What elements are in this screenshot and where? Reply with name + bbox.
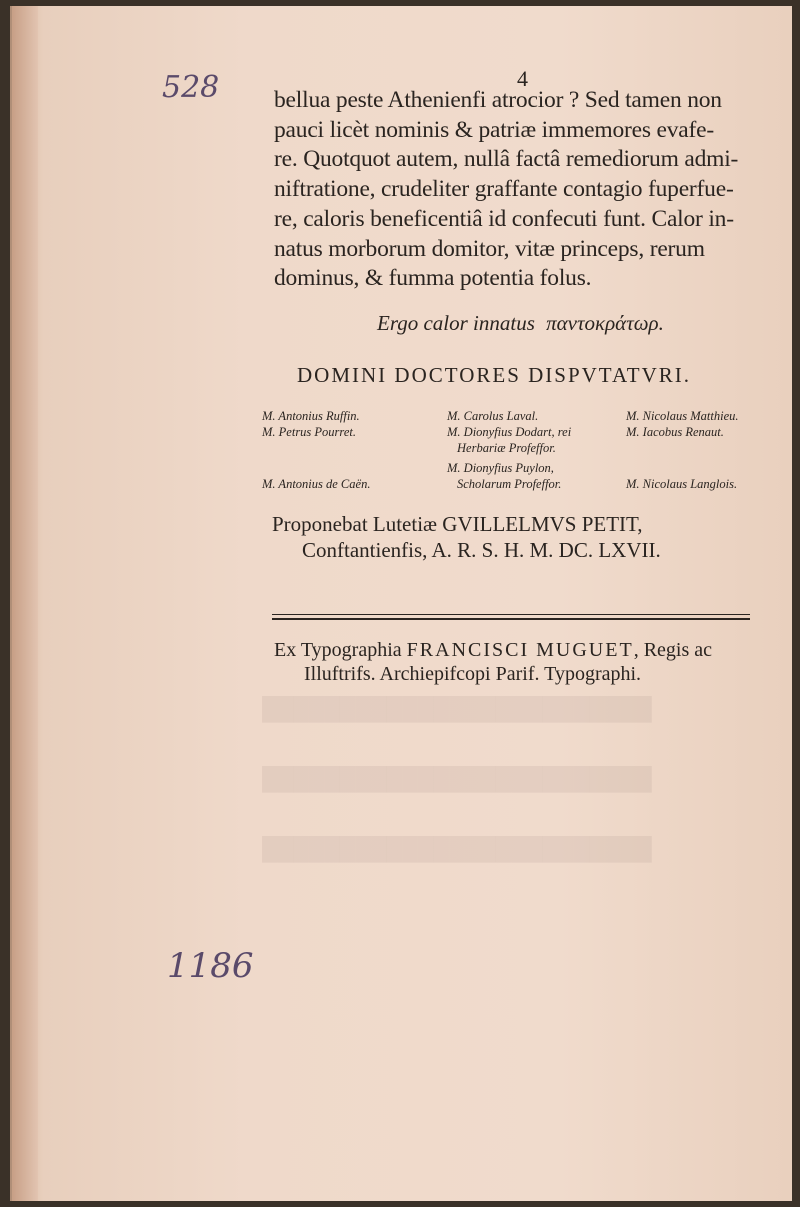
doctors-column-1 xyxy=(262,408,370,492)
conclusion xyxy=(377,311,664,336)
manuscript-number-bottom: 1186 xyxy=(167,946,254,986)
body-paragraph xyxy=(274,86,782,294)
doctor-name: M. Antonius de Caën. xyxy=(262,477,371,491)
show-through-text: █████████████████████████ xyxy=(262,766,652,791)
conclusion-latin: Ergo calor innatus xyxy=(377,311,535,335)
imprint xyxy=(274,638,712,686)
book-page xyxy=(10,6,792,1201)
text-line: niftratione, crudeliter graffante contagio fuperfue- xyxy=(274,176,734,203)
binding-gutter xyxy=(12,6,38,1201)
doctor-name: M. Dionyfius Puylon, xyxy=(447,461,554,475)
text-line: re. Quotquot autem, nullâ factâ remediorum admi- xyxy=(274,146,739,173)
imprint-suffix: , Regis ac xyxy=(633,639,712,661)
page-number: 4 xyxy=(517,66,528,91)
doctors-heading: DOMINI DOCTORES DISPVTATVRI. xyxy=(297,363,692,387)
doctor-name: M. Iacobus Renaut. xyxy=(626,425,724,439)
text-line: dominus, & fumma potentia folus. xyxy=(274,265,592,292)
printer-name: FRANCISCI MUGUET xyxy=(406,639,634,661)
doctor-name xyxy=(262,440,370,456)
show-through-text: █████████████████████████ xyxy=(262,836,652,861)
doctor-name: M. Nicolaus Matthieu. xyxy=(626,409,739,423)
divider-rule xyxy=(272,614,750,615)
show-through-text: █████████████████████████ xyxy=(262,696,652,721)
respondent-line: Conftantienfis, A. R. S. H. M. DC. LXVII. xyxy=(302,538,661,562)
respondent-line: Proponebat Lutetiæ GVILLELMVS PETIT, xyxy=(272,512,643,536)
divider-rule-thick xyxy=(272,618,750,620)
doctor-name: M. Petrus Pourret. xyxy=(262,425,356,439)
imprint-line-2: Illuftrifs. Archiepifcopi Parif. Typographi. xyxy=(304,663,642,685)
respondent-block xyxy=(272,511,661,563)
doctor-name: M. Carolus Laval. xyxy=(447,409,539,423)
text-line: re, caloris beneficentiâ id confecuti funt. Calor in- xyxy=(274,205,734,232)
text-line: bellua peste Athenienfi atrocior ? Sed tamen non xyxy=(274,87,722,113)
doctors-column-3 xyxy=(626,408,739,492)
doctor-name: M. Antonius Ruffin. xyxy=(262,409,360,423)
doctor-name: M. Dionyfius Dodart, rei xyxy=(447,425,572,439)
text-line: pauci licèt nominis & patriæ immemores evafe- xyxy=(274,116,714,143)
doctor-title: Scholarum Profeffor. xyxy=(457,477,562,491)
text-line: natus morborum domitor, vitæ princeps, rerum xyxy=(274,235,705,262)
doctor-name xyxy=(626,440,739,456)
doctors-column-2 xyxy=(447,408,571,492)
manuscript-number-top: 528 xyxy=(162,70,220,105)
doctor-name: M. Nicolaus Langlois. xyxy=(626,477,738,491)
imprint-prefix: Ex Typographia xyxy=(274,639,402,661)
doctor-title: Herbariæ Profeffor. xyxy=(457,441,556,455)
conclusion-greek: παντοκράτωρ. xyxy=(546,311,664,335)
